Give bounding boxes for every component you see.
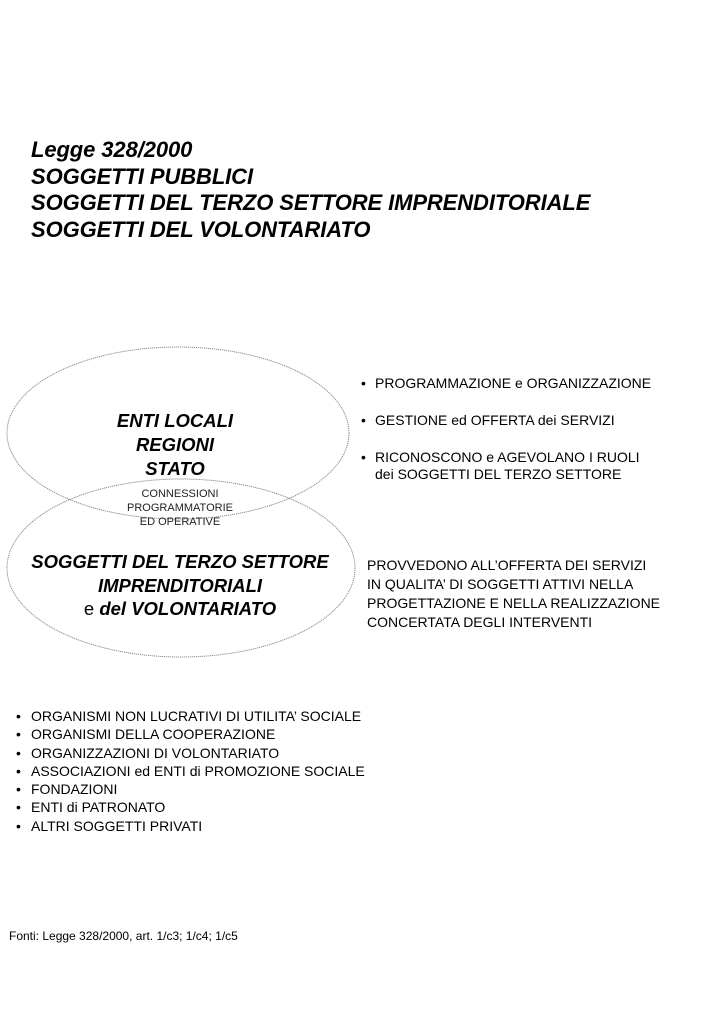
list-item-text: GESTIONE ed OFFERTA dei SERVIZI <box>375 412 615 428</box>
label-operative: ED OPERATIVE <box>139 516 221 528</box>
list-item-text-continued: dei SOGGETTI DEL TERZO SETTORE <box>375 466 622 482</box>
list-item-text: FONDAZIONI <box>31 781 118 798</box>
label-imprenditoriali: IMPRENDITORIALI <box>97 574 263 596</box>
role-line: IN QUALITA’ DI SOGGETTI ATTIVI NELLA <box>367 576 634 592</box>
list-item-text: ORGANISMI NON LUCRATIVI DI UTILITA’ SOCIALE <box>31 708 362 724</box>
list-item <box>16 780 365 798</box>
label-connessioni: CONNESSIONI <box>141 488 219 500</box>
bullet-icon: • <box>16 762 21 779</box>
list-item-text: RICONOSCONO e AGEVOLANO I RUOLI <box>375 449 640 465</box>
public-subjects-labels <box>105 409 245 481</box>
list-item-text: ALTRI SOGGETTI PRIVATI <box>31 817 203 834</box>
bullet-icon: • <box>16 817 21 834</box>
bullet-icon: • <box>361 449 366 465</box>
bullet-icon: • <box>16 799 21 816</box>
bullet-icon: • <box>361 412 366 428</box>
list-item <box>16 817 365 835</box>
list-item-text: ORGANISMI DELLA COOPERAZIONE <box>31 726 276 743</box>
title-third-sector: SOGGETTI DEL TERZO SETTORE IMPRENDITORIALE <box>31 190 591 215</box>
label-regioni: REGIONI <box>135 434 215 455</box>
bullet-icon: • <box>16 744 21 761</box>
label-programmatorie: PROGRAMMATORIE <box>127 502 233 514</box>
list-item <box>16 744 365 762</box>
title-volunteering: SOGGETTI DEL VOLONTARIATO <box>31 216 371 242</box>
label-conjunction: e <box>83 598 95 619</box>
third-sector-labels <box>10 550 350 621</box>
list-item <box>16 798 365 816</box>
bullet-icon: • <box>16 726 21 743</box>
role-line: PROVVEDONO ALL’OFFERTA DEI SERVIZI <box>367 557 647 573</box>
bullet-icon: • <box>16 781 21 798</box>
intersection-labels <box>110 487 250 529</box>
label-stato: STATO <box>145 458 205 479</box>
label-enti-locali: ENTI LOCALI <box>116 410 234 431</box>
role-line: PROGETTAZIONE E NELLA REALIZZAZIONE <box>367 595 661 611</box>
title-public-subjects: SOGGETTI PUBBLICI <box>31 163 253 189</box>
bullet-icon: • <box>16 708 21 724</box>
list-item <box>16 762 365 780</box>
list-item-text: ORGANIZZAZIONI DI VOLONTARIATO <box>31 744 280 761</box>
list-item <box>361 375 651 392</box>
public-roles-list <box>361 375 651 503</box>
list-item <box>361 412 651 429</box>
title-law: Legge 328/2000 <box>31 137 193 162</box>
bullet-icon: • <box>361 375 366 391</box>
list-item-text: PROGRAMMAZIONE e ORGANIZZAZIONE <box>375 375 652 391</box>
third-sector-role-text <box>367 556 660 632</box>
list-item-text: ASSOCIAZIONI ed ENTI di PROMOZIONE SOCIALE <box>31 762 365 779</box>
label-volontariato-line <box>10 597 350 621</box>
organizations-list <box>16 707 365 835</box>
list-item <box>361 449 651 483</box>
label-terzo-settore: SOGGETTI DEL TERZO SETTORE <box>31 551 329 572</box>
source-note: Fonti: Legge 328/2000, art. 1/c3; 1/c4; 1/c5 <box>9 929 238 943</box>
role-line: CONCERTATA DEGLI INTERVENTI <box>367 614 593 630</box>
list-item <box>16 707 365 725</box>
list-item <box>16 725 365 743</box>
list-item-text: ENTI di PATRONATO <box>31 799 166 816</box>
label-volontariato: del VOLONTARIATO <box>99 598 277 619</box>
